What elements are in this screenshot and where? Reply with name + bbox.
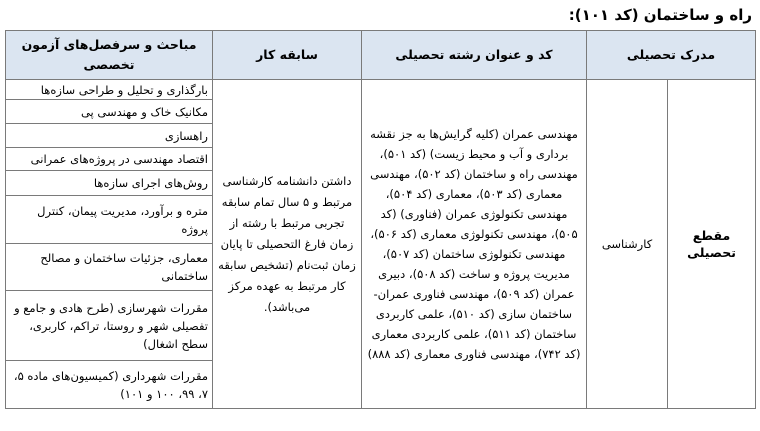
topic-item: معماری، جزئیات ساختمان و مصالح ساختمانی	[6, 244, 213, 291]
header-row	[6, 31, 756, 80]
header-fields: کد و عنوان رشته تحصیلی	[362, 31, 587, 80]
topic-item: مکانیک خاک و مهندسی پی	[6, 100, 213, 124]
topic-item: مقررات شهرسازی (طرح هادی و جامع و تفصیلی شهر و روستا، تراکم، کاربری، سطح اشغال)	[6, 291, 213, 361]
table-row	[6, 80, 756, 100]
topic-item: متره و برآورد، مدیریت پیمان، کنترل پروژه	[6, 196, 213, 244]
requirements-table	[5, 30, 756, 409]
header-degree: مدرک تحصیلی	[587, 31, 756, 80]
topic-item: بارگذاری و تحلیل و طراحی سازه‌ها	[6, 80, 213, 100]
topic-item: اقتصاد مهندسی در پروژه‌های عمرانی	[6, 148, 213, 171]
topic-item: روش‌های اجرای سازه‌ها	[6, 171, 213, 196]
experience-cell: داشتن دانشنامه کارشناسی مرتبط و ۵ سال تمام سابقه تجربی مرتبط با رشته از زمان فارغ التحصیلی تا پایان زمان ثبت‌نام (تشخیص سابقه کار مرتبط به عهده مرکز می‌باشد).	[213, 80, 362, 409]
degree-cell: کارشناسی	[587, 80, 668, 409]
section-title: راه و ساختمان (کد ۱۰۱):	[568, 6, 752, 24]
topic-item: مقررات شهرداری (کمیسیون‌های ماده ۵، ۷، ۹۹، ۱۰۰ و ۱۰۱)	[6, 361, 213, 409]
header-topics: مباحث و سرفصل‌های آزمون تخصصی	[6, 31, 213, 80]
category-cell: مقطع تحصیلی	[668, 80, 756, 409]
topic-item: راهسازی	[6, 124, 213, 148]
header-experience: سابقه کار	[213, 31, 362, 80]
fields-cell: مهندسی عمران (کلیه گرایش‌ها به جز نقشه برداری و آب و محیط زیست) (کد ۵۰۱)، مهندسی راه و ساختمان (کد ۵۰۲)، مهندسی معماری (کد ۵۰۳)، معماری (کد ۵۰۴)، مهندسی تکنولوژی عمران (فناوری) (کد ۵۰۵)، مهندسی تکنولوژی معماری (کد ۵۰۶)، مهندسی تکنولوژی ساختمان (کد ۵۰۷)، مدیریت پروژه و ساخت (کد ۵۰۸)، دبیری عمران (کد ۵۰۹)، مهندسی فناوری عمران- ساختمان سازی (کد ۵۱۰)، علمی کاربردی ساختمان (کد ۵۱۱)، علمی کاربردی معماری (کد ۷۴۲)، مهندسی فناوری معماری (کد ۸۸۸)	[362, 80, 587, 409]
